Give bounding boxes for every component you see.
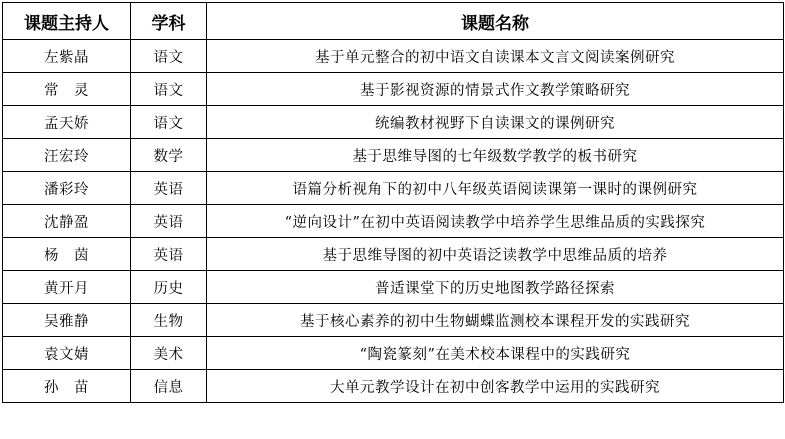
table-row (3, 304, 784, 337)
research-topics-table (2, 2, 784, 403)
header-host: 课题主持人 (3, 3, 131, 40)
table-row (3, 172, 784, 205)
title-cell: 基于影视资源的情景式作文教学策略研究 (207, 73, 784, 106)
host-cell: 孟天娇 (3, 106, 131, 139)
table-row (3, 271, 784, 304)
title-cell: 语篇分析视角下的初中八年级英语阅读课第一课时的课例研究 (207, 172, 784, 205)
table-row (3, 205, 784, 238)
host-cell: 潘彩玲 (3, 172, 131, 205)
table-row (3, 139, 784, 172)
subject-cell: 数学 (131, 139, 207, 172)
title-cell: 基于思维导图的七年级数学教学的板书研究 (207, 139, 784, 172)
table-row (3, 337, 784, 370)
subject-cell: 语文 (131, 40, 207, 73)
title-cell: 基于单元整合的初中语文自读课本文言文阅读案例研究 (207, 40, 784, 73)
header-subject: 学科 (131, 3, 207, 40)
title-cell: 统编教材视野下自读课文的课例研究 (207, 106, 784, 139)
host-cell: 沈静盈 (3, 205, 131, 238)
host-cell: 吴雅静 (3, 304, 131, 337)
table-row (3, 238, 784, 271)
host-cell: 袁文婧 (3, 337, 131, 370)
subject-cell: 英语 (131, 205, 207, 238)
title-cell: “逆向设计”在初中英语阅读教学中培养学生思维品质的实践探究 (207, 205, 784, 238)
subject-cell: 信息 (131, 370, 207, 403)
host-cell: 左紫晶 (3, 40, 131, 73)
table-row (3, 73, 784, 106)
header-row (3, 3, 784, 40)
title-cell: “陶瓷篆刻”在美术校本课程中的实践研究 (207, 337, 784, 370)
title-cell: 普适课堂下的历史地图教学路径探索 (207, 271, 784, 304)
subject-cell: 历史 (131, 271, 207, 304)
subject-cell: 语文 (131, 106, 207, 139)
subject-cell: 英语 (131, 238, 207, 271)
host-cell: 汪宏玲 (3, 139, 131, 172)
table-row (3, 40, 784, 73)
host-cell: 常 灵 (3, 73, 131, 106)
subject-cell: 语文 (131, 73, 207, 106)
table-row (3, 106, 784, 139)
title-cell: 基于思维导图的初中英语泛读教学中思维品质的培养 (207, 238, 784, 271)
subject-cell: 美术 (131, 337, 207, 370)
title-cell: 大单元教学设计在初中创客教学中运用的实践研究 (207, 370, 784, 403)
subject-cell: 生物 (131, 304, 207, 337)
host-cell: 杨 茵 (3, 238, 131, 271)
subject-cell: 英语 (131, 172, 207, 205)
host-cell: 孙 苗 (3, 370, 131, 403)
host-cell: 黄开月 (3, 271, 131, 304)
header-title: 课题名称 (207, 3, 784, 40)
title-cell: 基于核心素养的初中生物蝴蝶监测校本课程开发的实践研究 (207, 304, 784, 337)
table-row (3, 370, 784, 403)
